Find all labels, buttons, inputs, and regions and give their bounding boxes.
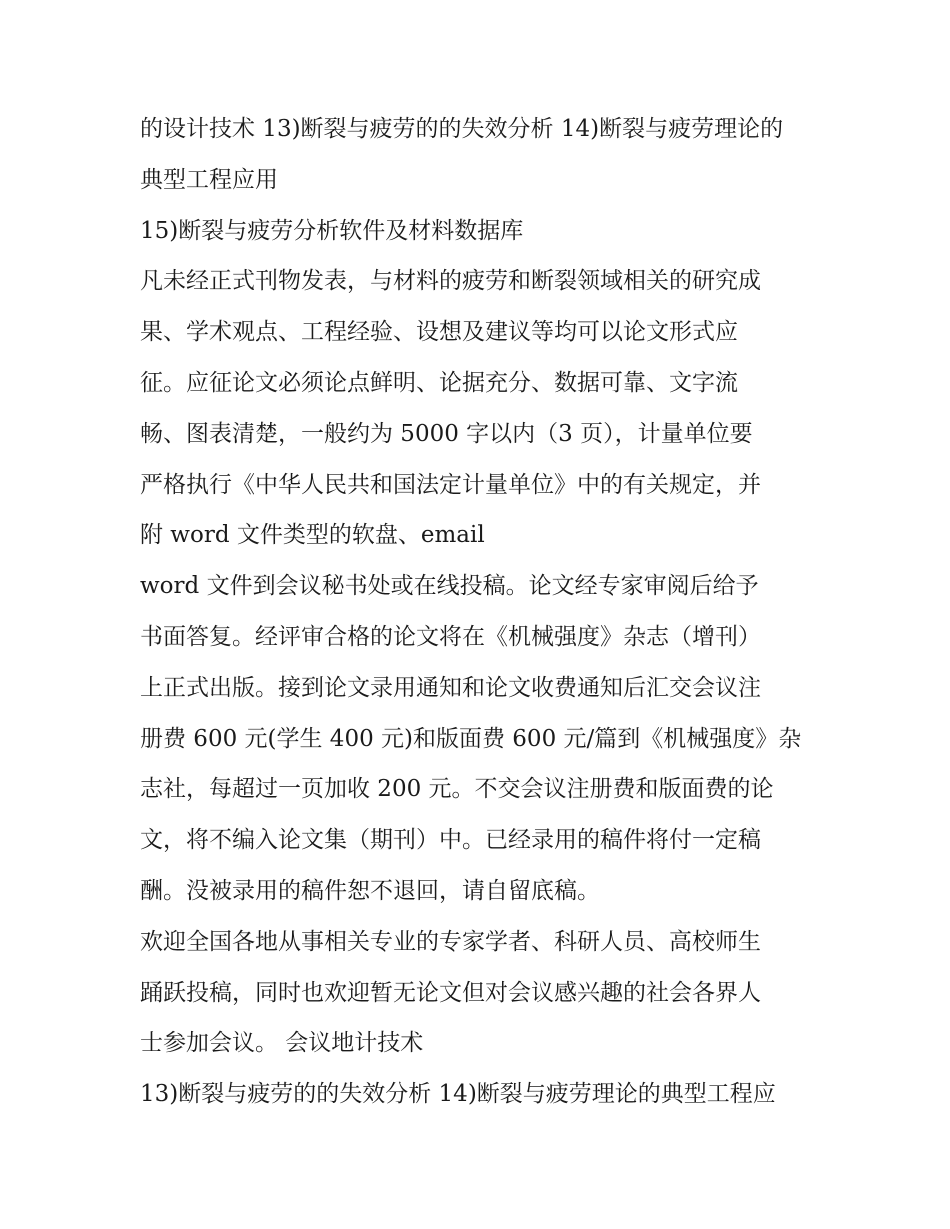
text-line: 踊跃投稿，同时也欢迎暂无论文但对会议感兴趣的社会各界人 bbox=[140, 979, 761, 1006]
text-line: 13)断裂与疲劳的的失效分析 14)断裂与疲劳理论的典型工程应 bbox=[140, 1081, 776, 1108]
text-line: 书面答复。经评审合格的论文将在《机械强度》杂志（增刊） bbox=[140, 623, 761, 650]
text-line: 册费 600 元(学生 400 元)和版面费 600 元/篇到《机械强度》杂 bbox=[140, 725, 802, 752]
text-line: 附 word 文件类型的软盘、email bbox=[140, 522, 485, 549]
text-line: 的设计技术 13)断裂与疲劳的的失效分析 14)断裂与疲劳理论的 bbox=[140, 116, 784, 142]
text-line: 士参加会议。 会议地计技术 bbox=[140, 1030, 424, 1057]
document-page bbox=[140, 104, 820, 1120]
text-line: 文，将不编入论文集（期刊）中。已经录用的稿件将付一定稿 bbox=[140, 827, 761, 854]
text-line: 征。应征论文必须论点鲜明、论据充分、数据可靠、文字流 bbox=[140, 369, 738, 396]
text-line: word 文件到会议秘书处或在线投稿。论文经专家审阅后给予 bbox=[140, 573, 759, 600]
text-line: 畅、图表清楚，一般约为 5000 字以内（3 页），计量单位要 bbox=[140, 420, 753, 447]
text-line: 志社，每超过一页加收 200 元。不交会议注册费和版面费的论 bbox=[140, 776, 774, 803]
text-line: 15)断裂与疲劳分析软件及材料数据库 bbox=[140, 217, 524, 244]
text-line: 严格执行《中华人民共和国法定计量单位》中的有关规定，并 bbox=[140, 471, 761, 498]
text-line: 凡未经正式刊物发表，与材料的疲劳和断裂领域相关的研究成 bbox=[140, 268, 761, 295]
text-line: 上正式出版。接到论文录用通知和论文收费通知后汇交会议注 bbox=[140, 674, 761, 701]
text-line: 典型工程应用 bbox=[140, 166, 278, 193]
text-line: 果、学术观点、工程经验、设想及建议等均可以论文形式应 bbox=[140, 319, 738, 346]
text-line: 酬。没被录用的稿件恕不退回，请自留底稿。 bbox=[140, 877, 600, 904]
text-line: 欢迎全国各地从事相关专业的专家学者、科研人员、高校师生 bbox=[140, 928, 761, 955]
